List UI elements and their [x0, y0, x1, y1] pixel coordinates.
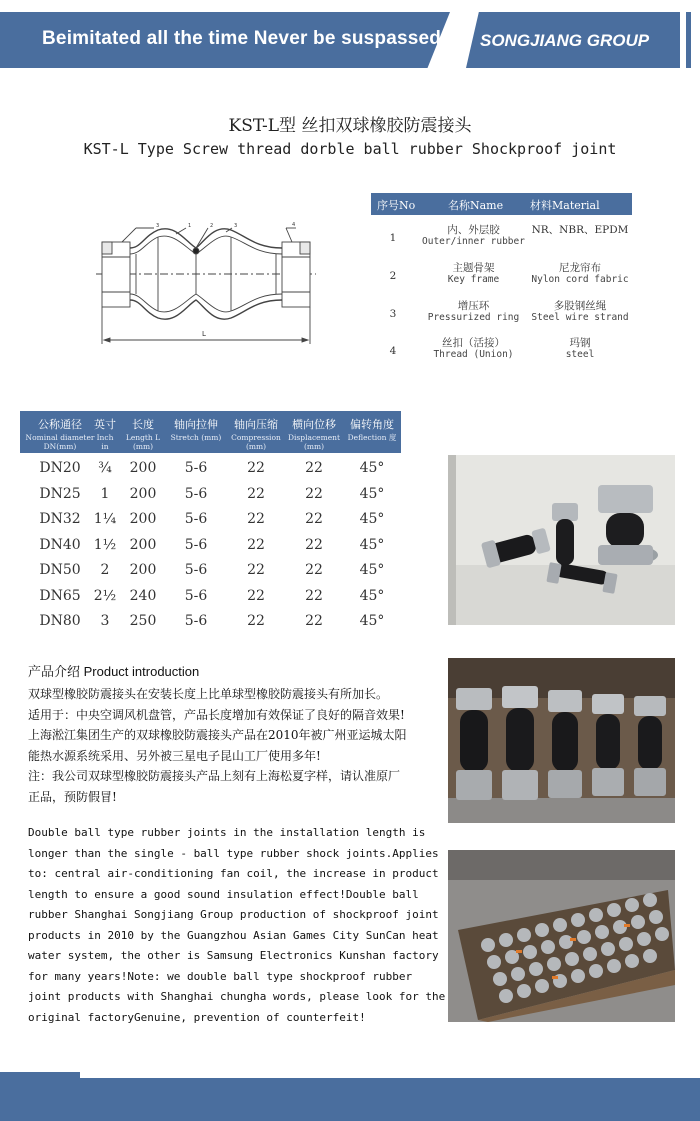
material-value-cn: NR、NBR、EPDM — [531, 224, 629, 236]
spec-row — [20, 610, 401, 635]
intro-cn-line: 能热水源系统采用、另外被三星电子昆山工厂使用多年! — [28, 748, 321, 763]
header-stub — [686, 12, 691, 68]
spec-row — [20, 483, 401, 508]
intro-cn-line: 上海淞江集团生产的双球橡胶防震接头产品在2010年被广州亚运城太阳 — [28, 728, 407, 742]
title-cn: KST-L型 丝扣双球橡胶防震接头 — [228, 116, 472, 136]
spec-cell: DN20 — [39, 460, 81, 476]
spec-col-compression: 轴向压缩 Compression (mm) — [231, 418, 281, 451]
spec-cell: 5-6 — [184, 587, 208, 604]
spec-cell: 1 — [100, 485, 110, 502]
intro-en-line: rubber Shanghai Songjiang Group production of shockproof joint — [28, 908, 439, 921]
spec-cell: 3 — [100, 613, 110, 629]
spec-col-stretch: 轴向拉伸 Stretch (mm) — [170, 418, 222, 442]
spec-col-deflection: 偏转角度 Deflection 度 — [347, 418, 397, 442]
company-name: SONGJIANG GROUP — [480, 31, 650, 50]
spec-cell: 45° — [359, 485, 385, 502]
material-name-cn: 增压环 — [457, 300, 490, 312]
spec-cell: ¾ — [98, 460, 112, 476]
intro-cn — [28, 684, 408, 807]
intro-en-line: original factoryGenuine, prevention of counterfeit! — [28, 1010, 366, 1024]
spec-cell: 45° — [359, 460, 385, 476]
spec-cell: 45° — [359, 562, 385, 578]
material-value-en: Nylon cord fabric — [531, 274, 629, 285]
spec-cell: 1¼ — [93, 511, 117, 527]
intro-cn-line: 正品，预防假冒! — [28, 789, 117, 804]
spec-cell: 22 — [247, 460, 265, 476]
spec-cell: 45° — [359, 511, 385, 527]
spec-cell: DN80 — [39, 613, 81, 629]
material-no: 1 — [389, 232, 397, 244]
spec-cell: 5-6 — [184, 562, 208, 578]
spec-cell: 5-6 — [184, 511, 208, 527]
intro-title: 产品介绍 Product introduction — [28, 664, 200, 679]
spec-cell: 22 — [247, 536, 265, 553]
spec-cell: 45° — [359, 613, 385, 629]
material-name-en: Pressurized ring — [427, 312, 520, 323]
footer-bar-left — [0, 1072, 80, 1121]
spec-cell: DN50 — [39, 562, 81, 578]
material-row — [371, 258, 632, 294]
callout-4: 4 — [292, 222, 296, 228]
material-name-en: Key frame — [447, 274, 500, 285]
intro-en-line: length to ensure a good sound insulation effect!Double ball — [28, 887, 419, 901]
dimension-L: L — [202, 330, 206, 338]
intro-en-line: to: central air-conditioning fan coil, the increase in product — [28, 867, 439, 880]
spec-row — [20, 508, 401, 533]
product-photo-1 — [448, 455, 675, 625]
material-value-cn: 多股钢丝绳 — [553, 300, 607, 312]
spec-row — [20, 534, 401, 559]
spec-cell: 22 — [247, 485, 265, 502]
material-row — [371, 333, 632, 369]
spec-cell: 22 — [305, 485, 323, 502]
title-en: KST-L Type Screw thread dorble ball rubber Shockproof joint — [83, 140, 617, 158]
spec-cell: 200 — [129, 485, 157, 502]
material-name-cn: 主题骨架 — [452, 262, 495, 274]
spec-cell: 22 — [305, 536, 323, 553]
callout-3a: 3 — [156, 223, 160, 229]
intro-cn-line: 双球型橡胶防震接头在安装长度上比单球型橡胶防震接头有所加长。 — [28, 687, 389, 701]
spec-cell: 22 — [305, 587, 323, 604]
intro-en-line: for many years!Note: we double ball type shockproof rubber — [28, 969, 413, 983]
mat-col-name: 名称Name — [448, 199, 504, 212]
spec-cell: 250 — [129, 613, 157, 629]
spec-cell: 22 — [247, 511, 265, 527]
material-name-en: Thread (Union) — [433, 349, 514, 360]
material-value-en: steel — [565, 349, 595, 360]
material-row — [371, 220, 632, 256]
product-photo-3 — [448, 850, 675, 1022]
mat-col-material: 材料Material — [530, 199, 600, 212]
spec-cell: 5-6 — [184, 485, 208, 502]
spec-cell: 5-6 — [184, 536, 208, 553]
spec-cell: 22 — [305, 613, 323, 629]
spec-row — [20, 559, 401, 584]
material-value-cn: 玛钢 — [569, 337, 591, 349]
spec-cell: 200 — [129, 536, 157, 553]
intro-en-line: longer than the single - ball type rubber shock joints.Applies — [28, 846, 439, 860]
material-value-cn: 尼龙帘布 — [559, 262, 601, 274]
intro-en-line: products in 2010 by the Guangzhou Asian Games City SunCan heat — [28, 928, 439, 942]
specs-header — [20, 411, 401, 453]
material-name-cn: 丝扣（活接） — [442, 337, 505, 349]
spec-cell: 45° — [359, 536, 385, 553]
spec-cell: 200 — [129, 511, 157, 527]
spec-col-length: 长度 Length L (mm) — [125, 418, 161, 451]
callout-3b: 3 — [234, 223, 238, 229]
material-name-en: Outer/inner rubber — [422, 236, 525, 247]
spec-cell: DN32 — [39, 511, 81, 527]
intro-en — [28, 823, 446, 1028]
mat-col-no: 序号No — [377, 199, 416, 212]
spec-cell: 2 — [100, 562, 110, 578]
joint-drawing — [96, 212, 316, 350]
spec-cell: 45° — [359, 587, 385, 604]
footer-bar — [80, 1078, 700, 1121]
intro-cn-line: 注：我公司双球型橡胶防震接头产品上刻有上海松夏字样，请认准原厂 — [28, 769, 401, 783]
spec-cell: 240 — [129, 587, 157, 604]
slogan: Beimitated all the time Never be suspassed — [42, 28, 442, 49]
spec-cell: DN40 — [39, 536, 81, 553]
spec-col-displacement: 横向位移 Displacement (mm) — [288, 418, 340, 451]
material-no: 2 — [389, 270, 397, 282]
intro-en-line: Double ball type rubber joints in the installation length is — [28, 826, 426, 839]
intro-cn-line: 适用于：中央空调风机盘管，产品长度增加有效保证了良好的隔音效果! — [28, 707, 405, 722]
material-no: 3 — [389, 308, 397, 320]
material-row — [371, 296, 632, 332]
spec-col-dn: 公称通径 Nominal diameter DN(mm) — [25, 418, 95, 451]
spec-cell: 22 — [305, 460, 323, 476]
spec-cell: 22 — [305, 511, 323, 527]
spec-cell: 1½ — [93, 536, 117, 553]
intro-en-line: water system, the other is Samsung Electronics Kunshan factory — [28, 949, 439, 962]
callout-1: 1 — [188, 223, 192, 229]
spec-cell: 200 — [129, 562, 157, 578]
spec-cell: 22 — [305, 562, 323, 578]
spec-cell: DN25 — [39, 485, 81, 502]
material-value-en: Steel wire strand — [531, 312, 629, 323]
materials-header — [371, 193, 632, 215]
spec-col-inch: 英寸 Inch in — [94, 418, 116, 451]
spec-cell: 5-6 — [184, 613, 208, 629]
spec-cell: 5-6 — [184, 460, 208, 476]
spec-cell: 22 — [247, 613, 265, 629]
spec-cell: 22 — [247, 587, 265, 604]
spec-cell: 200 — [129, 460, 157, 476]
spec-cell: 2½ — [93, 587, 117, 604]
material-no: 4 — [389, 345, 397, 357]
material-name-cn: 内、外层胶 — [447, 224, 500, 236]
spec-row — [20, 457, 401, 482]
callout-2: 2 — [210, 223, 214, 229]
spec-row — [20, 585, 401, 610]
intro-en-line: joint products with Shanghai chungha words, please look for the — [28, 990, 446, 1003]
spec-cell: 22 — [247, 562, 265, 578]
product-photo-2 — [448, 658, 675, 823]
spec-cell: DN65 — [39, 587, 81, 604]
